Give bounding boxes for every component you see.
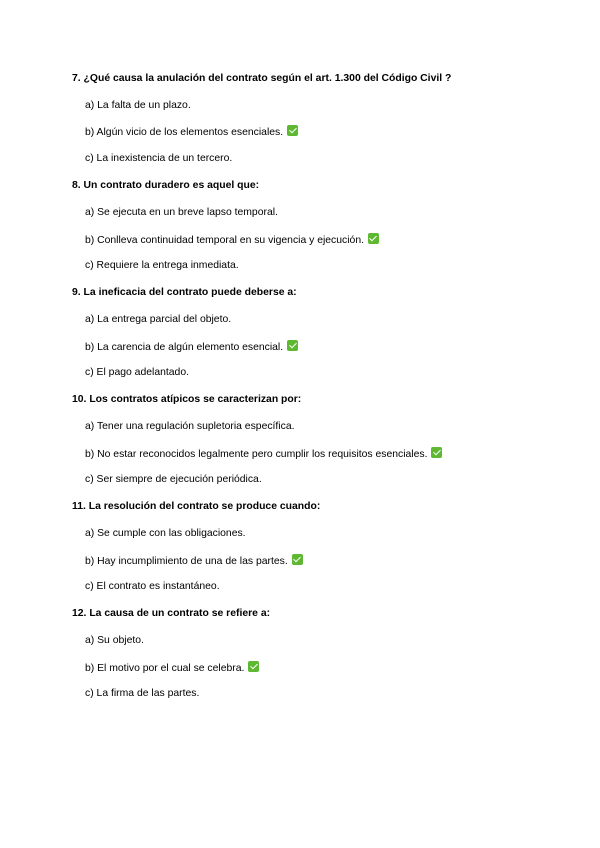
option-text: a) La falta de un plazo. <box>85 100 191 111</box>
question-heading: 9. La ineficacia del contrato puede deberse a: <box>72 287 297 298</box>
check-mark-icon <box>248 661 259 672</box>
question-heading: 10. Los contratos atípicos se caracterizan por: <box>72 394 302 405</box>
option-text: c) Requiere la entrega inmediata. <box>85 260 239 271</box>
question-heading: 7. ¿Qué causa la anulación del contrato según el art. 1.300 del Código Civil ? <box>72 73 452 84</box>
question-heading: 12. La causa de un contrato se refiere a: <box>72 608 271 619</box>
answer-option <box>85 125 298 140</box>
answer-option <box>85 313 231 327</box>
check-mark-icon <box>431 447 442 458</box>
answer-option <box>85 340 298 355</box>
answer-option <box>85 634 144 648</box>
answer-option <box>85 259 239 273</box>
option-text: c) La inexistencia de un tercero. <box>85 153 233 164</box>
option-text: a) La entrega parcial del objeto. <box>85 314 232 325</box>
check-mark-icon <box>292 554 303 565</box>
answer-option <box>85 527 246 541</box>
option-text: c) El contrato es instantáneo. <box>85 581 220 592</box>
answer-option <box>85 233 379 248</box>
check-mark-icon <box>287 125 298 136</box>
option-text: c) La firma de las partes. <box>85 688 200 699</box>
check-mark-icon <box>368 233 379 244</box>
answer-option <box>85 687 199 701</box>
option-text: a) Se cumple con las obligaciones. <box>85 528 246 539</box>
option-text: b) Hay incumplimiento de una de las partes. <box>85 556 288 567</box>
option-text: c) Ser siempre de ejecución periódica. <box>85 474 262 485</box>
answer-option <box>85 366 189 380</box>
option-text: a) Su objeto. <box>85 635 144 646</box>
answer-option <box>85 99 191 113</box>
answer-option <box>85 206 278 220</box>
answer-option <box>85 152 232 166</box>
answer-option <box>85 420 294 434</box>
option-text: c) El pago adelantado. <box>85 367 189 378</box>
answer-option <box>85 473 262 487</box>
answer-option <box>85 580 220 594</box>
option-text: a) Se ejecuta en un breve lapso temporal. <box>85 207 278 218</box>
answer-option <box>85 447 442 462</box>
option-text: b) Algún vicio de los elementos esenciales. <box>85 127 284 138</box>
question-heading: 11. La resolución del contrato se produce cuando: <box>72 501 321 512</box>
check-mark-icon <box>287 340 298 351</box>
option-text: b) Conlleva continuidad temporal en su vigencia y ejecución. <box>85 235 364 246</box>
option-text: a) Tener una regulación supletoria específica. <box>85 421 295 432</box>
answer-option <box>85 661 259 676</box>
option-text: b) El motivo por el cual se celebra. <box>85 663 245 674</box>
answer-option <box>85 554 303 569</box>
option-text: b) No estar reconocidos legalmente pero cumplir los requisitos esenciales. <box>85 449 428 460</box>
question-heading: 8. Un contrato duradero es aquel que: <box>72 180 260 191</box>
option-text: b) La carencia de algún elemento esencial. <box>85 342 284 353</box>
